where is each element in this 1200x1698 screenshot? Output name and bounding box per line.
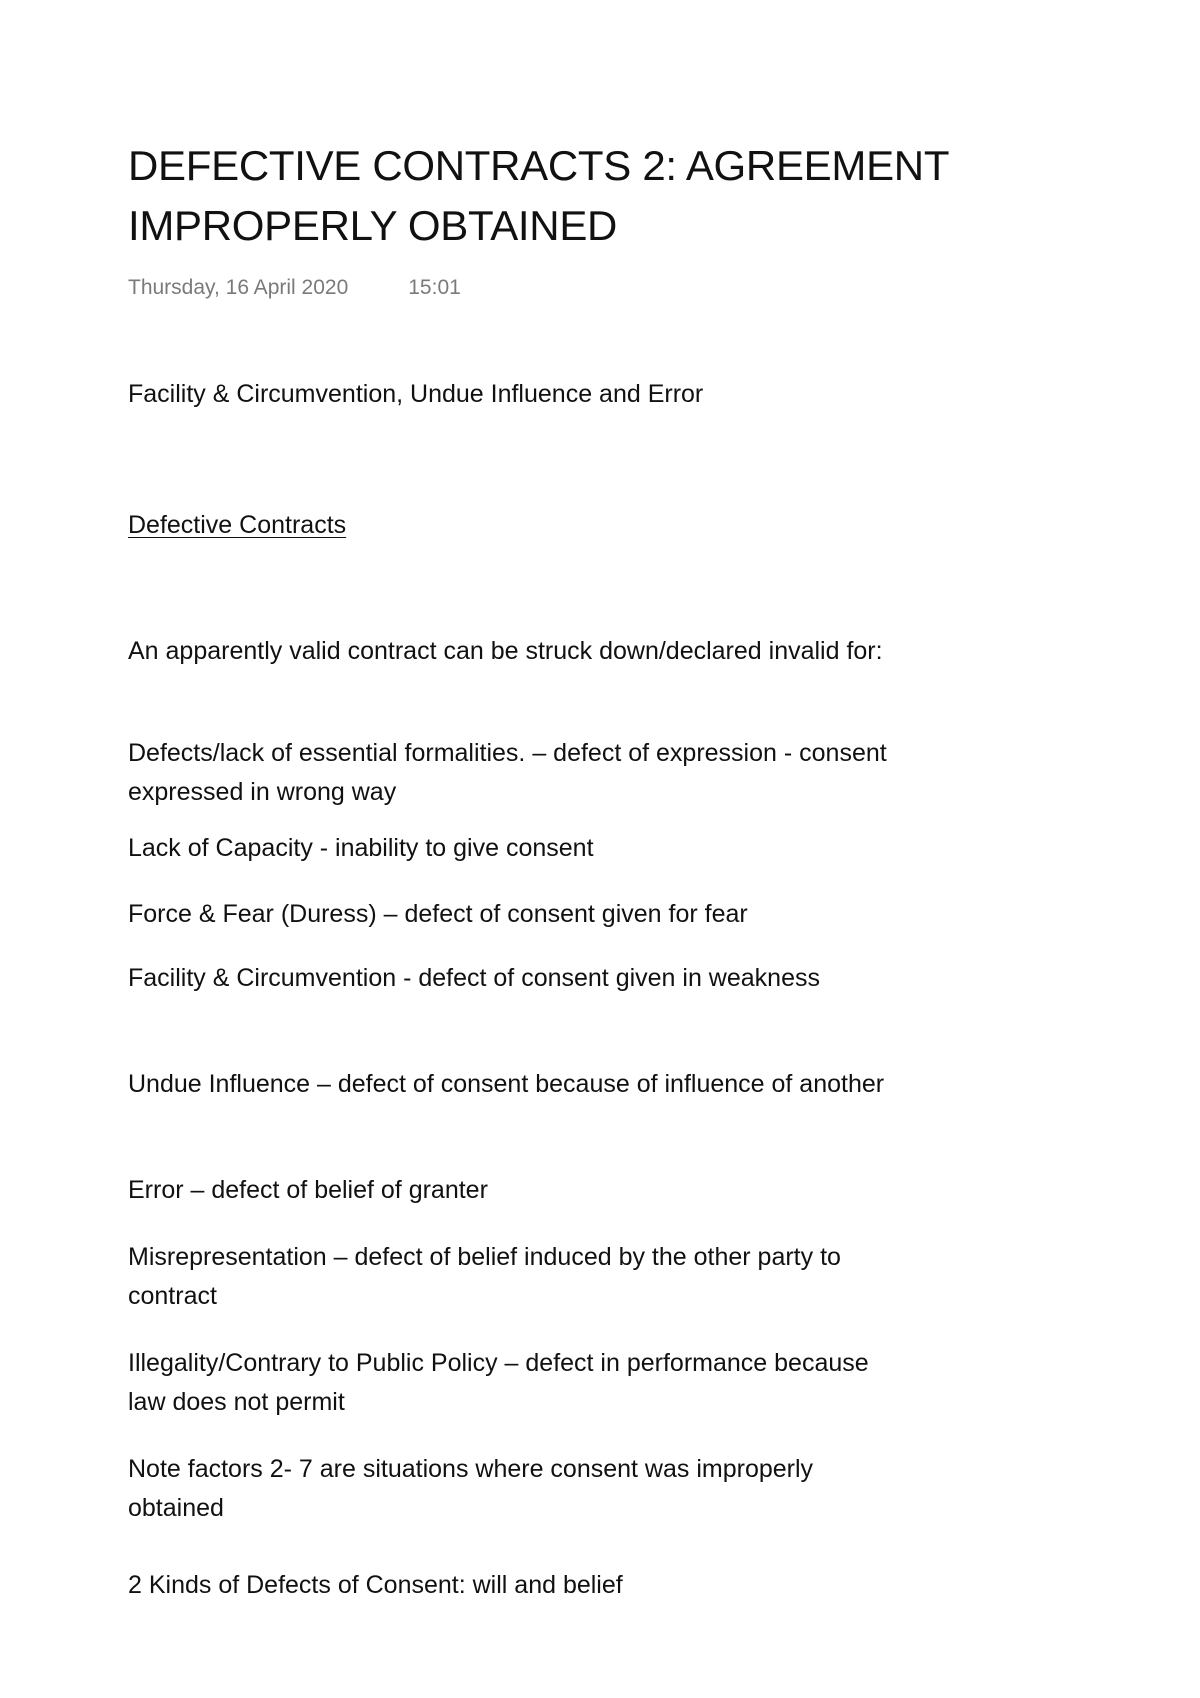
note-date: Thursday, 16 April 2020 xyxy=(128,276,349,299)
paragraph: Illegality/Contrary to Public Policy – defect in performance because law does not permit xyxy=(128,1349,869,1416)
note-time: 15:01 xyxy=(408,276,461,299)
note-subtitle: Facility & Circumvention, Undue Influence and Error xyxy=(128,380,704,408)
section-heading: Defective Contracts xyxy=(128,511,347,539)
paragraph: Facility & Circumvention - defect of consent given in weakness xyxy=(128,964,820,992)
paragraph: Defects/lack of essential formalities. – defect of expression - consent expressed in wrong way xyxy=(128,739,887,806)
paragraph: Lack of Capacity - inability to give consent xyxy=(128,834,594,862)
paragraph: Misrepresentation – defect of belief induced by the other party to contract xyxy=(128,1243,841,1310)
cutoff-line-container xyxy=(128,1568,1028,1599)
paragraph: Error – defect of belief of granter xyxy=(128,1176,488,1204)
paragraph: Note factors 2- 7 are situations where consent was improperly obtained xyxy=(128,1455,814,1522)
paragraph: Force & Fear (Duress) – defect of consent given for fear xyxy=(128,900,748,928)
paragraph: Undue Influence – defect of consent because of influence of another xyxy=(128,1070,885,1098)
page-title: DEFECTIVE CONTRACTS 2: AGREEMENT IMPROPERLY OBTAINED xyxy=(128,142,949,249)
note-timestamp xyxy=(128,274,461,302)
cutoff-line: 2 Kinds of Defects of Consent: will and belief xyxy=(128,1571,623,1599)
paragraph: An apparently valid contract can be struck down/declared invalid for: xyxy=(128,637,883,665)
